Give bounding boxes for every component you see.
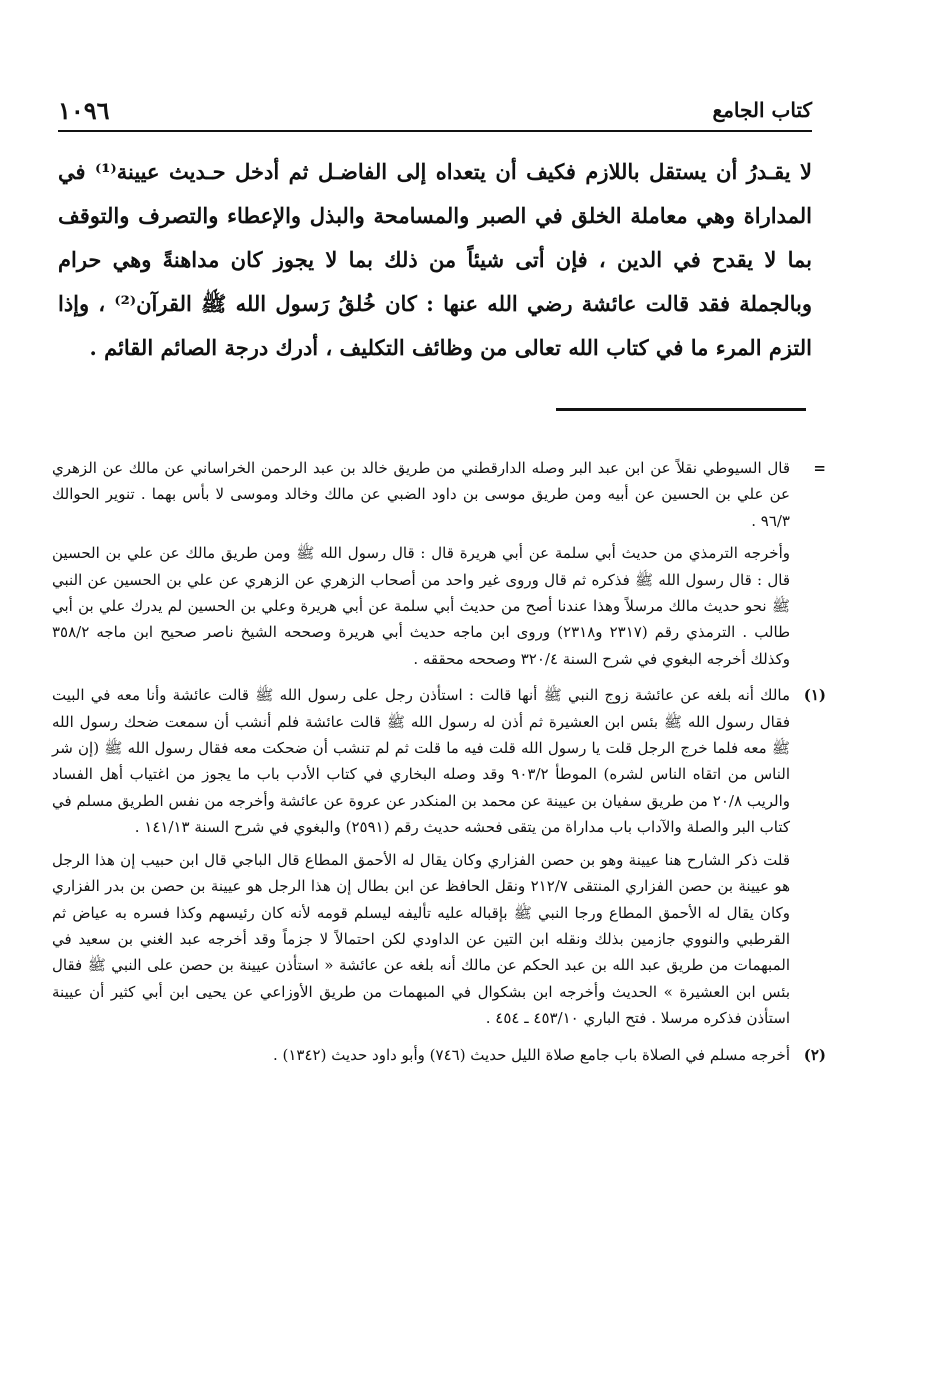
footnote-2: [52, 1042, 826, 1068]
footnote-continuation: [52, 455, 826, 672]
footnote-paragraph: قال السيوطي نقلاً عن ابن عبد البر وصله الدارقطني من طريق خالد بن عبد الرحمن الخراساني عن مالك عن الزهري عن علي بن الحسين عن أبيه ومن طريق موسى بن داود الضبي عن مالك وخالد وموسى لا بأس بهما . تنوير الحوالك ٩٦/٣ .: [52, 459, 790, 530]
footnote-2-marker: (٢): [803, 1045, 826, 1064]
footnote-paragraph: وأخرجه الترمذي من حديث أبي سلمة عن أبي هريرة قال : قال رسول الله ﷺ ومن طريق مالك عن علي بن الحسين قال : قال رسول الله ﷺ فذكره ثم قال وروى غير واحد من أصحاب الزهري عن الزهري عن علي بن الحسين عن النبي ﷺ نحو حديث مالك مرسلاً وهذا عندنا أصح من حديث أبي سلمة عن أبي هريرة وعلي بن الحسين لم يدرك علي بن أبي طالب . الترمذي رقم (٢٣١٧ و٢٣١٨) وروى ابن ماجه حديث أبي هريرة وصححه الشيخ ناصر صحيح ابن ماجه ٣٥٨/٢ وكذلك أخرجه البغوي في شرح السنة ٣٢٠/٤ وصححه محققه .: [52, 544, 791, 668]
page-number: ١٠٩٦: [58, 96, 110, 125]
footnote-paragraph: قلت ذكر الشارح هنا عيينة وهو بن حصن الفزاري وكان يقال له الأحمق المطاع قال الباجي قال ابن حبيب إن هذا الرجل هو عيينة بن حصن الفزاري المنتقى ٢١٢/٧ ونقل الحافظ عن ابن بطال إن هذا الرجل هو عيينة بن حصن بن بدر الفزاري وكان يقال له الأحمق المطاع ورجا النبي ﷺ بإقباله عليه تأليفه ليسلم قومه لأنه كان رئيسهم وكذا فسره به عياض ثم القرطبي والنووي جازمين بذلك ونقله ابن التين عن الداودي لكن احتمالاً لا جزماً وقد أخرجه عبد الغني بن سعيد في المبهمات من طريق عبد الله بن عبد الحكم عن مالك أنه بلغه عن عائشة « استأذن عيينة بن حصن على النبي ﷺ فقال بئس ابن العشيرة » الحديث وأخرجه ابن بشكوال في المبهمات من طريق الأوزاعي عن يحيى ابن أبي كثير أن عيينة استأذن فذكره مرسلا . فتح الباري ٤٥٣/١٠ ـ ٤٥٤ .: [52, 850, 791, 1028]
main-paragraph: لا يقـدرُ أن يستقل باللازم فكيف أن يتعداه إلى الفاضـل ثم أدخل حـديث عيينة⁽¹⁾ في المداراة وهي معاملة الخلق في الصبر والمسامحة والبذل والإعطاء والتصرف والتوقف بما لا يقدح في الدين ، فإن أتى شيئاً من ذلك بما لا يجوز كان مداهنةً وهي حرام وبالجملة فقد قالت عائشة رضي الله عنها : كان خُلقُ رَسول الله ﷺ القرآن⁽²⁾ ، وإذا التزم المرء ما في كتاب الله تعالى من وظائف التكليف ، أدرك درجة الصائم القائم .: [58, 159, 813, 360]
footnote-1: [52, 682, 826, 1031]
footnote-paragraph: أخرجه مسلم في الصلاة باب جامع صلاة الليل حديث (٧٤٦) وأبو داود حديث (١٣٤٢) .: [272, 1045, 790, 1064]
chapter-title: كتاب الجامع: [712, 98, 812, 122]
footnote-1-marker: (١): [803, 686, 826, 705]
footnote-separator: [556, 408, 806, 411]
page-header: [58, 96, 812, 132]
footnote-paragraph: مالك أنه بلغه عن عائشة زوج النبي ﷺ أنها قالت : استأذن رجل على رسول الله ﷺ قالت عائشة وأنا معه في البيت فقال رسول الله ﷺ بئس ابن العشيرة ثم أذن له رسول الله ﷺ قالت عائشة فلم أنشب أن سمعت ضحك رسول الله ﷺ معه فلما خرج الرجل قلت يا رسول الله قلت فيه ما قلت ثم لم تنشب أن ضحكت معه فقال رسول الله ﷺ (إن شر الناس من اتقاه الناس لشره) الموطأ ٩٠٣/٢ وقد وصله البخاري في كتاب الأدب باب ما يجوز من اغتياب أهل الفساد والريب ٢٠/٨ من طريق سفيان بن عيينة عن محمد بن المنكدر عن عروة عن عائشة وأخرجه من نفس الطريق مسلم في كتاب البر والصلة والآداب باب مداراة من يتقى فحشه حديث رقم (٢٥٩١) والبغوي في شرح السنة ١٤١/١٣ .: [52, 686, 790, 837]
footnotes-section: [52, 455, 826, 1068]
main-text: [58, 150, 812, 370]
footnote-continuation-marker: =: [813, 459, 826, 477]
